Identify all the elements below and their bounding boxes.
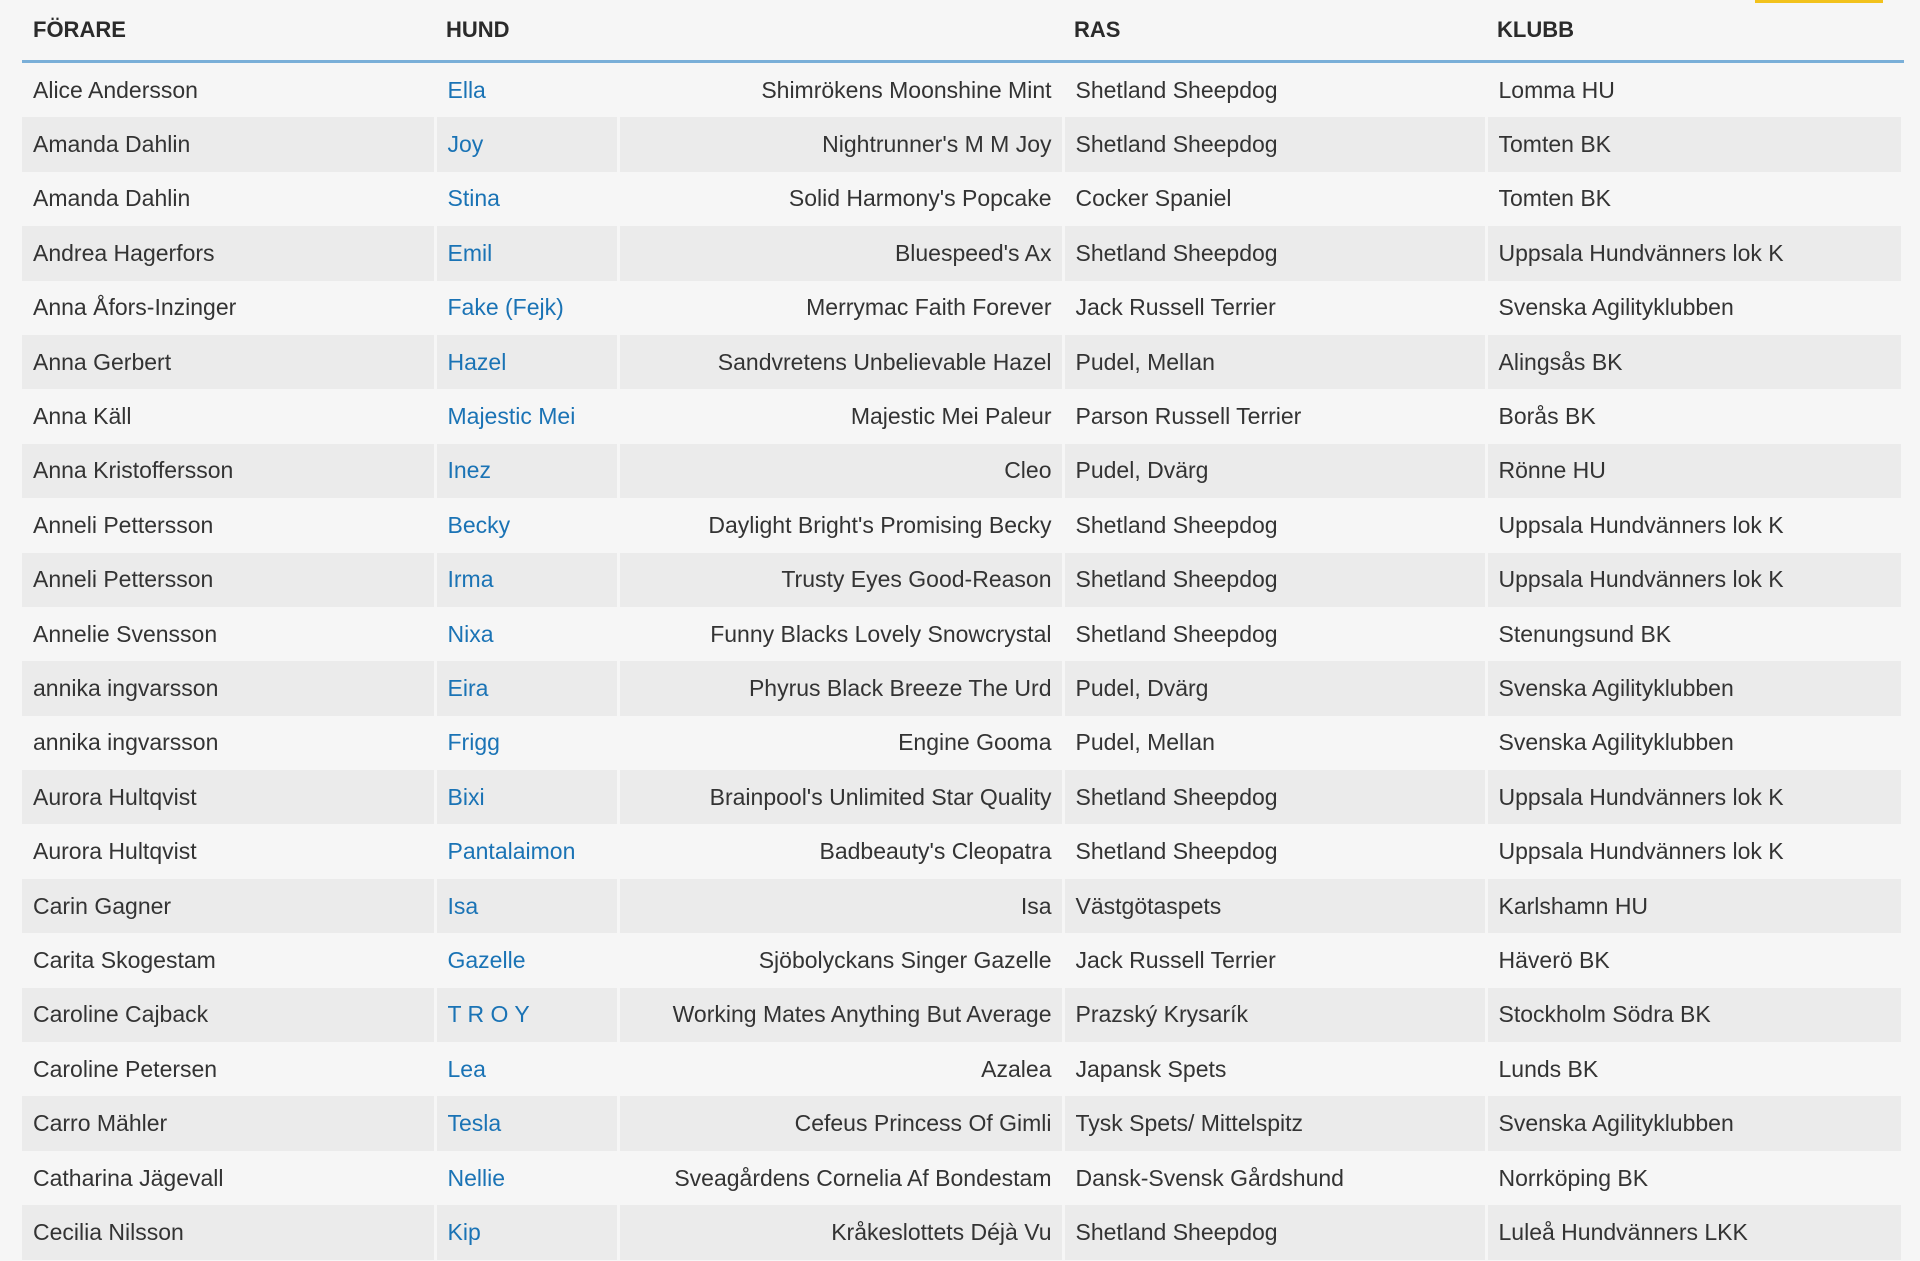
table-row — [22, 1096, 1902, 1150]
column-header-breed: RAS — [1063, 0, 1486, 62]
column-header-dog: HUND — [435, 0, 1063, 62]
club-cell: Svenska Agilityklubben — [1486, 716, 1902, 770]
table-row — [22, 335, 1902, 389]
dog-registered-name-cell: Cleo — [618, 444, 1063, 498]
dog-registered-name-cell: Sveagårdens Cornelia Af Bondestam — [618, 1151, 1063, 1205]
dog-call-name-cell — [435, 335, 618, 389]
table-row — [22, 607, 1902, 661]
table-row — [22, 716, 1902, 770]
dog-registered-name-cell: Sandvretens Unbelievable Hazel — [618, 335, 1063, 389]
dog-name-link[interactable]: Nellie — [447, 1164, 506, 1191]
breed-cell: Västgötaspets — [1063, 879, 1486, 933]
table-row — [22, 62, 1902, 118]
handler-cell: Carita Skogestam — [22, 933, 435, 987]
handler-cell: Anna Kristoffersson — [22, 444, 435, 498]
club-cell: Tomten BK — [1486, 117, 1902, 171]
dog-registered-name-cell: Majestic Mei Paleur — [618, 389, 1063, 443]
dog-name-link[interactable]: Tesla — [447, 1110, 502, 1137]
dog-registered-name-cell: Merrymac Faith Forever — [618, 281, 1063, 335]
dog-name-link[interactable]: Frigg — [447, 729, 500, 756]
dog-name-link[interactable]: Lea — [447, 1055, 486, 1082]
dog-name-link[interactable]: Pantalaimon — [447, 838, 576, 865]
club-cell: Luleå Hundvänners LKK — [1486, 1205, 1902, 1259]
dog-call-name-cell — [435, 988, 618, 1042]
club-cell: Alingsås BK — [1486, 335, 1902, 389]
handler-cell: Annelie Svensson — [22, 607, 435, 661]
handler-cell: annika ingvarsson — [22, 661, 435, 715]
club-cell: Karlshamn HU — [1486, 879, 1902, 933]
handler-cell: Andrea Hagerfors — [22, 226, 435, 280]
club-cell: Lunds BK — [1486, 1042, 1902, 1096]
dog-name-link[interactable]: Isa — [447, 892, 479, 919]
breed-cell: Shetland Sheepdog — [1063, 1205, 1486, 1259]
table-row — [22, 824, 1902, 878]
dog-call-name-cell — [435, 62, 618, 118]
handler-cell: Anneli Pettersson — [22, 553, 435, 607]
table-row — [22, 661, 1902, 715]
handler-cell: Caroline Cajback — [22, 988, 435, 1042]
breed-cell: Shetland Sheepdog — [1063, 498, 1486, 552]
dog-call-name-cell — [435, 1205, 618, 1259]
dog-call-name-cell — [435, 879, 618, 933]
dog-registered-name-cell: Kråkeslottets Déjà Vu — [618, 1205, 1063, 1259]
handler-cell: Alice Andersson — [22, 62, 435, 118]
club-cell: Borås BK — [1486, 389, 1902, 443]
handler-cell: Aurora Hultqvist — [22, 824, 435, 878]
club-cell: Lomma HU — [1486, 62, 1902, 118]
breed-cell: Shetland Sheepdog — [1063, 62, 1486, 118]
dog-registered-name-cell: Isa — [618, 879, 1063, 933]
club-cell: Uppsala Hundvänners lok K — [1486, 770, 1902, 824]
table-row — [22, 988, 1902, 1042]
dog-name-link[interactable]: Gazelle — [447, 946, 526, 973]
participants-table — [22, 0, 1904, 1260]
breed-cell: Tysk Spets/ Mittelspitz — [1063, 1096, 1486, 1150]
dog-name-link[interactable]: Eira — [447, 674, 489, 701]
handler-cell: annika ingvarsson — [22, 716, 435, 770]
handler-cell: Aurora Hultqvist — [22, 770, 435, 824]
breed-cell: Pudel, Mellan — [1063, 335, 1486, 389]
breed-cell: Jack Russell Terrier — [1063, 281, 1486, 335]
dog-call-name-cell — [435, 770, 618, 824]
dog-name-link[interactable]: Majestic Mei — [447, 403, 576, 430]
dog-name-link[interactable]: T R O Y — [447, 1001, 530, 1028]
table-row — [22, 444, 1902, 498]
table-row — [22, 389, 1902, 443]
dog-name-link[interactable]: Stina — [447, 185, 500, 212]
column-header-club: KLUBB — [1486, 0, 1902, 62]
dog-registered-name-cell: Cefeus Princess Of Gimli — [618, 1096, 1063, 1150]
dog-registered-name-cell: Brainpool's Unlimited Star Quality — [618, 770, 1063, 824]
breed-cell: Shetland Sheepdog — [1063, 770, 1486, 824]
dog-name-link[interactable]: Emil — [447, 239, 493, 266]
club-cell: Tomten BK — [1486, 172, 1902, 226]
table-row — [22, 172, 1902, 226]
table-row — [22, 117, 1902, 171]
handler-cell: Amanda Dahlin — [22, 117, 435, 171]
handler-cell: Catharina Jägevall — [22, 1151, 435, 1205]
handler-cell: Anna Åfors-Inzinger — [22, 281, 435, 335]
dog-call-name-cell — [435, 226, 618, 280]
dog-registered-name-cell: Engine Gooma — [618, 716, 1063, 770]
breed-cell: Parson Russell Terrier — [1063, 389, 1486, 443]
dog-call-name-cell — [435, 933, 618, 987]
dog-call-name-cell — [435, 1151, 618, 1205]
dog-call-name-cell — [435, 172, 618, 226]
dog-call-name-cell — [435, 553, 618, 607]
dog-call-name-cell — [435, 824, 618, 878]
dog-registered-name-cell: Solid Harmony's Popcake — [618, 172, 1063, 226]
table-row — [22, 1042, 1902, 1096]
dog-call-name-cell — [435, 716, 618, 770]
breed-cell: Shetland Sheepdog — [1063, 607, 1486, 661]
dog-name-link[interactable]: Joy — [447, 131, 484, 158]
dog-call-name-cell — [435, 498, 618, 552]
table-header — [22, 0, 1902, 62]
table-body — [22, 62, 1902, 1260]
club-cell: Norrköping BK — [1486, 1151, 1902, 1205]
handler-cell: Caroline Petersen — [22, 1042, 435, 1096]
table-row — [22, 226, 1902, 280]
handler-cell: Anneli Pettersson — [22, 498, 435, 552]
header-row — [22, 0, 1902, 62]
club-cell: Uppsala Hundvänners lok K — [1486, 226, 1902, 280]
breed-cell: Pudel, Dvärg — [1063, 661, 1486, 715]
breed-cell: Shetland Sheepdog — [1063, 824, 1486, 878]
dog-registered-name-cell: Sjöbolyckans Singer Gazelle — [618, 933, 1063, 987]
club-cell: Uppsala Hundvänners lok K — [1486, 824, 1902, 878]
table-row — [22, 933, 1902, 987]
handler-cell: Carro Mähler — [22, 1096, 435, 1150]
dog-name-link[interactable]: Hazel — [447, 348, 507, 375]
club-cell: Uppsala Hundvänners lok K — [1486, 553, 1902, 607]
club-cell: Svenska Agilityklubben — [1486, 281, 1902, 335]
handler-cell: Amanda Dahlin — [22, 172, 435, 226]
dog-name-link[interactable]: Nixa — [447, 620, 494, 647]
dog-name-link[interactable]: Ella — [447, 76, 486, 103]
dog-registered-name-cell: Nightrunner's M M Joy — [618, 117, 1063, 171]
dog-name-link[interactable]: Becky — [447, 511, 511, 538]
breed-cell: Cocker Spaniel — [1063, 172, 1486, 226]
dog-call-name-cell — [435, 661, 618, 715]
dog-call-name-cell — [435, 117, 618, 171]
table-row — [22, 879, 1902, 933]
club-cell: Stockholm Södra BK — [1486, 988, 1902, 1042]
club-cell: Svenska Agilityklubben — [1486, 661, 1902, 715]
dog-call-name-cell — [435, 1042, 618, 1096]
dog-call-name-cell — [435, 389, 618, 443]
club-cell: Häverö BK — [1486, 933, 1902, 987]
breed-cell: Shetland Sheepdog — [1063, 117, 1486, 171]
dog-registered-name-cell: Phyrus Black Breeze The Urd — [618, 661, 1063, 715]
breed-cell: Prazský Krysarík — [1063, 988, 1486, 1042]
club-cell: Uppsala Hundvänners lok K — [1486, 498, 1902, 552]
column-header-handler: FÖRARE — [22, 0, 435, 62]
dog-name-link[interactable]: Bixi — [447, 783, 485, 810]
dog-registered-name-cell: Working Mates Anything But Average — [618, 988, 1063, 1042]
dog-call-name-cell — [435, 607, 618, 661]
dog-call-name-cell — [435, 444, 618, 498]
handler-cell: Carin Gagner — [22, 879, 435, 933]
handler-cell: Cecilia Nilsson — [22, 1205, 435, 1259]
dog-registered-name-cell: Funny Blacks Lovely Snowcrystal — [618, 607, 1063, 661]
dog-name-link[interactable]: Fake (Fejk) — [447, 294, 564, 321]
dog-registered-name-cell: Bluespeed's Ax — [618, 226, 1063, 280]
dog-registered-name-cell: Daylight Bright's Promising Becky — [618, 498, 1063, 552]
breed-cell: Shetland Sheepdog — [1063, 553, 1486, 607]
table-row — [22, 1205, 1902, 1259]
dog-call-name-cell — [435, 1096, 618, 1150]
handler-cell: Anna Käll — [22, 389, 435, 443]
dog-registered-name-cell: Azalea — [618, 1042, 1063, 1096]
table-row — [22, 498, 1902, 552]
club-cell: Rönne HU — [1486, 444, 1902, 498]
dog-registered-name-cell: Shimrökens Moonshine Mint — [618, 62, 1063, 118]
table-row — [22, 553, 1902, 607]
breed-cell: Pudel, Mellan — [1063, 716, 1486, 770]
club-cell: Svenska Agilityklubben — [1486, 1096, 1902, 1150]
dog-name-link[interactable]: Inez — [447, 457, 491, 484]
table-row — [22, 281, 1902, 335]
dog-registered-name-cell: Badbeauty's Cleopatra — [618, 824, 1063, 878]
table-row — [22, 1151, 1902, 1205]
breed-cell: Pudel, Dvärg — [1063, 444, 1486, 498]
dog-registered-name-cell: Trusty Eyes Good-Reason — [618, 553, 1063, 607]
table-row — [22, 770, 1902, 824]
dog-name-link[interactable]: Kip — [447, 1218, 481, 1245]
club-cell: Stenungsund BK — [1486, 607, 1902, 661]
breed-cell: Japansk Spets — [1063, 1042, 1486, 1096]
dog-name-link[interactable]: Irma — [447, 566, 494, 593]
handler-cell: Anna Gerbert — [22, 335, 435, 389]
breed-cell: Jack Russell Terrier — [1063, 933, 1486, 987]
breed-cell: Dansk-Svensk Gårdshund — [1063, 1151, 1486, 1205]
breed-cell: Shetland Sheepdog — [1063, 226, 1486, 280]
dog-call-name-cell — [435, 281, 618, 335]
